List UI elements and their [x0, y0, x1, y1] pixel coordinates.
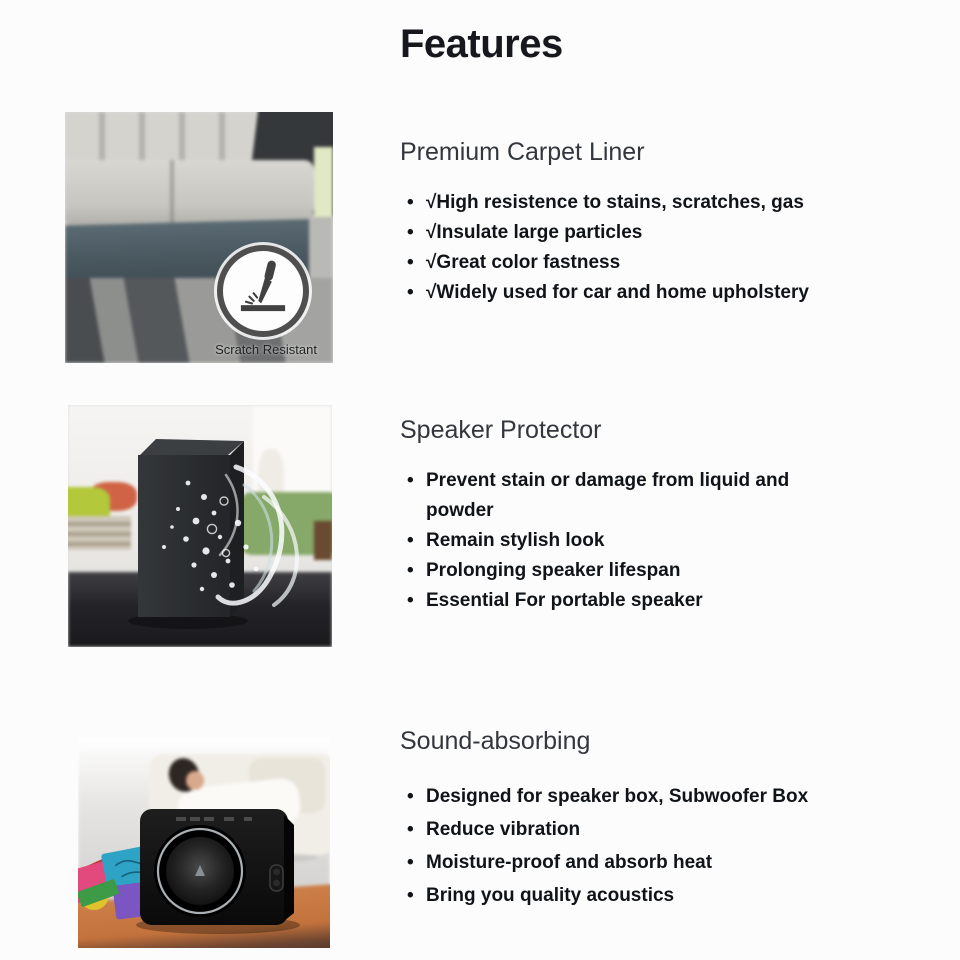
scratch-resistant-badge: [217, 245, 309, 337]
feature-bullet: [400, 556, 860, 586]
feature-bullet: [400, 278, 880, 308]
feature-bullet: [400, 879, 880, 912]
bullet-text: √Great color fastness: [426, 252, 621, 273]
feature-bullet: [400, 813, 880, 846]
speaker-protector-bullet-list: [400, 466, 860, 616]
bullet-text: Moisture-proof and absorb heat: [426, 852, 713, 873]
bullet-text: Essential For portable speaker: [426, 590, 703, 611]
knife-scratch-icon: [229, 255, 297, 328]
bullet-text: Designed for speaker box, Subwoofer Box: [426, 786, 809, 807]
section-heading-sound-absorbing: Sound-absorbing: [400, 727, 591, 755]
section-heading-speaker-protector: Speaker Protector: [400, 416, 602, 444]
side-port: [270, 865, 283, 891]
carpet-liner-photo: [65, 112, 333, 363]
speaker-and-splash-art: [68, 405, 332, 647]
bullet-text: √Widely used for car and home upholstery: [426, 282, 809, 303]
section-heading-carpet-liner: Premium Carpet Liner: [400, 138, 645, 166]
feature-bullet: [400, 188, 880, 218]
feature-bullet: [400, 586, 860, 616]
sound-absorbing-photo: [78, 737, 330, 948]
bullet-text: Remain stylish look: [426, 530, 605, 551]
speaker-driver: [154, 825, 246, 917]
feature-bullet: [400, 780, 880, 813]
page-title: Features: [400, 22, 563, 66]
badge-label: Scratch Resistant: [215, 342, 317, 357]
bullet-text: Prolonging speaker lifespan: [426, 560, 681, 581]
feature-bullet: [400, 248, 880, 278]
bullet-text: Prevent stain or damage from liquid and powder: [426, 470, 790, 521]
feature-bullet: [400, 526, 860, 556]
bullet-text: √Insulate large particles: [426, 222, 643, 243]
subwoofer-and-papers-art: [78, 737, 330, 948]
bullet-text: Reduce vibration: [426, 819, 581, 840]
carpet-liner-bullet-list: [400, 188, 880, 308]
bullet-text: Bring you quality acoustics: [426, 885, 675, 906]
seat-cushion: [65, 160, 314, 228]
feature-bullet: [400, 846, 880, 879]
feature-bullet: [400, 218, 880, 248]
speaker-protector-photo: [68, 405, 332, 647]
bullet-text: √High resistence to stains, scratches, gas: [426, 192, 804, 213]
speaker-box: [128, 439, 248, 629]
sound-absorbing-bullet-list: [400, 780, 880, 912]
subwoofer-box: [136, 809, 300, 934]
feature-bullet: [400, 466, 860, 526]
